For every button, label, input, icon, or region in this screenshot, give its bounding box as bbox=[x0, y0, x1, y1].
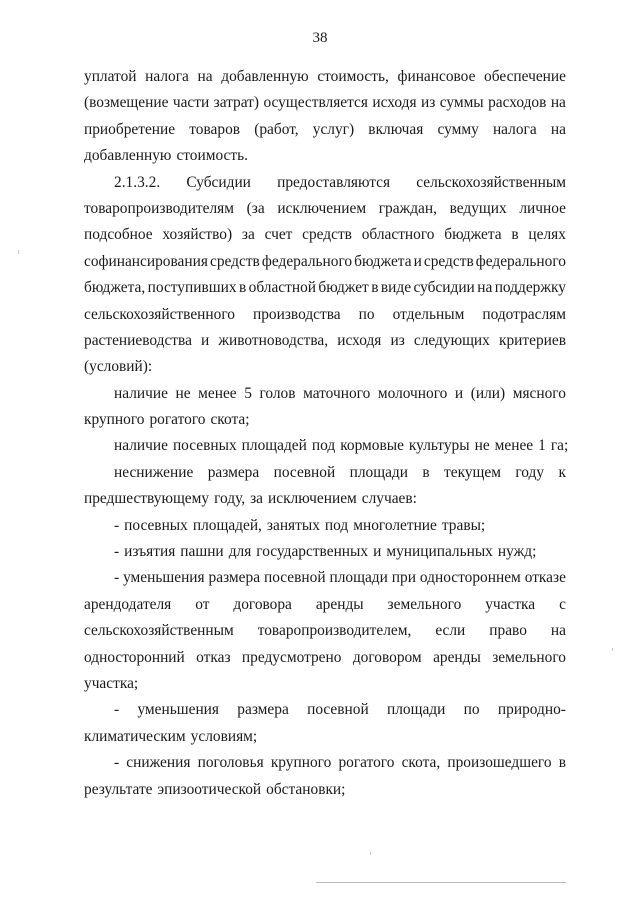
document-body bbox=[84, 64, 569, 803]
text-line: - посевных площадей, занятых под многолетние травы; bbox=[114, 516, 486, 534]
text-line: - снижения поголовья крупного рогатого скота, произошедшего в bbox=[114, 754, 566, 772]
scan-artifact bbox=[18, 250, 19, 254]
text-line: уплатой налога на добавленную стоимость, финансовое обеспечение bbox=[84, 68, 566, 85]
text-line: наличие посевных площадей под кормовые культуры не менее 1 га; bbox=[114, 437, 569, 455]
text-line: результате эпизоотической обстановки; bbox=[84, 780, 346, 798]
text-line: (возмещение части затрат) осуществляется исходя из суммы расходов на bbox=[84, 94, 566, 112]
text-line: предшествующему году, за исключением случаев: bbox=[84, 490, 417, 508]
text-line: растениеводства и животноводства, исходя из следующих критериев bbox=[84, 331, 566, 349]
scan-artifact bbox=[370, 852, 371, 855]
text-line: - уменьшения размера посевной площади по природно- bbox=[114, 701, 566, 719]
text-line: наличие не менее 5 голов маточного молочного и (или) мясного bbox=[114, 384, 566, 402]
text-line: односторонний отказ предусмотрено договором аренды земельного bbox=[84, 648, 566, 666]
text-line: 2.1.3.2. Субсидии предоставляются сельскохозяйственным bbox=[114, 173, 566, 191]
text-line: климатическим условиям; bbox=[84, 727, 258, 745]
text-line: приобретение товаров (работ, услуг) включая сумму налога на bbox=[84, 120, 566, 138]
text-line: арендодателя от договора аренды земельного участка с bbox=[84, 595, 566, 613]
text-line: - уменьшения размера посевной площади при одностороннем отказе bbox=[114, 569, 566, 587]
text-line: сельскохозяйственного производства по отдельным подотраслям bbox=[84, 305, 566, 323]
text-line: добавленную стоимость. bbox=[84, 147, 248, 165]
text-line: сельскохозяйственным товаропроизводителем, если право на bbox=[84, 622, 566, 640]
scan-artifact bbox=[612, 648, 613, 651]
text-line: - изъятия пашни для государственных и муниципальных нужд; bbox=[114, 543, 537, 561]
text-line: софинансирования средств федерального бюджета и средств федерального bbox=[84, 252, 566, 270]
text-line: крупного рогатого скота; bbox=[84, 411, 250, 429]
footer-rule bbox=[316, 882, 566, 883]
text-line: (условий): bbox=[84, 358, 153, 376]
text-line: бюджета, поступивших в областной бюджет в виде субсидии на поддержку bbox=[84, 279, 566, 297]
text-line: неснижение размера посевной площади в текущем году к bbox=[114, 463, 566, 481]
page-number: 38 bbox=[312, 30, 328, 46]
text-line: подсобное хозяйство) за счет средств областного бюджета в целях bbox=[84, 226, 566, 244]
text-line: товаропроизводителям (за исключением граждан, ведущих личное bbox=[84, 199, 566, 217]
text-line: участка; bbox=[84, 674, 139, 692]
